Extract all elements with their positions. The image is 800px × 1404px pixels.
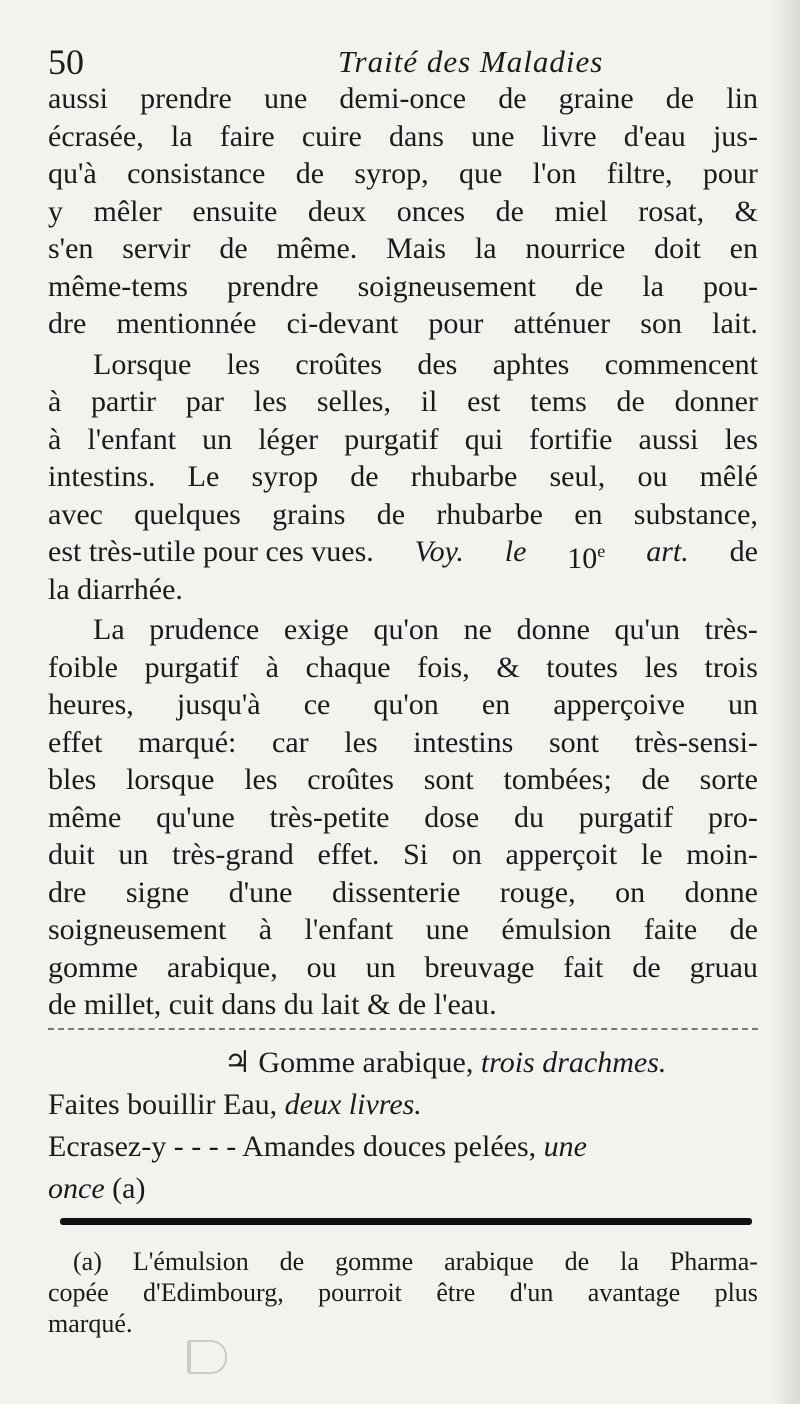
- recipe-row: [48, 1126, 758, 1168]
- recipe-amount-continuation: once: [48, 1172, 105, 1205]
- recipe-block: [48, 1042, 758, 1210]
- recipe-row: [48, 1168, 758, 1210]
- text-line: effet marqué: car les intestins sont très-sensi-: [48, 725, 758, 759]
- recipe-ingredient: Gomme arabique,: [258, 1046, 474, 1079]
- recipe-symbol-icon: ♃: [224, 1046, 251, 1079]
- text-line: gomme arabique, ou un breuvage fait de gruau: [48, 950, 758, 984]
- text-line: avec quelques grains de rhubarbe en substance,: [48, 497, 758, 531]
- recipe-amount: trois drachmes.: [480, 1046, 667, 1079]
- page-header: [48, 42, 758, 82]
- text-line: y mêler ensuite deux onces de miel rosat, &: [48, 194, 758, 228]
- recipe-ingredient: Amandes douces pelées,: [242, 1130, 537, 1163]
- article-number: [567, 533, 606, 575]
- text-line: duit un très-grand effet. Si on apperçoit le moin-: [48, 838, 758, 871]
- text-line: même-tems prendre soigneusement de la pou-: [48, 269, 758, 303]
- page-edge-shadow: [770, 0, 800, 1404]
- text-line: soigneusement à l'enfant une émulsion faite de: [48, 913, 758, 946]
- text-segment: est très-utile pour ces vues.: [48, 535, 374, 568]
- text-line: de millet, cuit dans du lait & de l'eau.: [48, 988, 497, 1021]
- footnote: [48, 1246, 758, 1339]
- text-line-with-reference: [48, 533, 758, 575]
- footnote-line: marqué.: [48, 1309, 133, 1338]
- text-line: à partir par les selles, il est tems de donner: [48, 385, 758, 418]
- footnote-reference: (a): [112, 1172, 146, 1205]
- recipe-ingredient: Eau,: [223, 1088, 278, 1121]
- recipe-instruction: Faites bouillir: [48, 1088, 216, 1121]
- recipe-amount: une: [543, 1130, 587, 1163]
- text-line: intestins. Le syrop de rhubarbe seul, ou mêlé: [48, 460, 758, 493]
- recipe-amount: deux livres.: [284, 1088, 422, 1121]
- voy-reference: Voy.: [414, 535, 464, 568]
- text-line: dre mentionnée ci-devant pour atténuer son lait.: [48, 307, 758, 340]
- recipe-row: [48, 1042, 758, 1084]
- recipe-instruction: Ecrasez-y - - - -: [48, 1130, 237, 1163]
- art-reference: art.: [646, 535, 689, 568]
- footnote-line: (a) L'émulsion de gomme arabique de la Pharma-: [73, 1247, 758, 1276]
- library-stamp-icon: [187, 1340, 227, 1374]
- text-line: écrasée, la faire cuire dans une livre d'eau jus-: [48, 119, 758, 153]
- text-line: La prudence exige qu'on ne donne qu'un très-: [93, 613, 758, 646]
- text-line: qu'à consistance de syrop, que l'on filtre, pour: [48, 157, 758, 190]
- article-number-value: 10: [567, 542, 598, 575]
- page-number: 50: [48, 42, 84, 82]
- section-divider: [48, 1028, 758, 1030]
- footnote-rule: [60, 1218, 752, 1225]
- recipe-row: [48, 1084, 758, 1126]
- text-line: la diarrhée.: [48, 572, 183, 606]
- body-text: [48, 80, 758, 1024]
- text-line: heures, jusqu'à ce qu'on en apperçoive un: [48, 688, 758, 721]
- text-line: aussi prendre une demi-once de graine de lin: [48, 82, 758, 115]
- text-line: même qu'une très-petite dose du purgatif pro-: [48, 800, 758, 834]
- text-line: bles lorsque les croûtes sont tombées; de sorte: [48, 763, 758, 796]
- article-number-superscript: e: [597, 541, 606, 561]
- text-line: Lorsque les croûtes des aphtes commencent: [93, 347, 758, 381]
- running-title: Traité des Maladies: [338, 44, 604, 79]
- footnote-line: copée d'Edimbourg, pourroit être d'un avantage plus: [48, 1278, 758, 1307]
- text-line: dre signe d'une dissenterie rouge, on donne: [48, 875, 758, 909]
- le-reference: le: [504, 535, 527, 568]
- text-line: à l'enfant un léger purgatif qui fortifie aussi les: [48, 422, 758, 456]
- de-reference: de: [729, 535, 758, 568]
- text-line: foible purgatif à chaque fois, & toutes les trois: [48, 650, 758, 684]
- text-line: s'en servir de même. Mais la nourrice doit en: [48, 232, 758, 265]
